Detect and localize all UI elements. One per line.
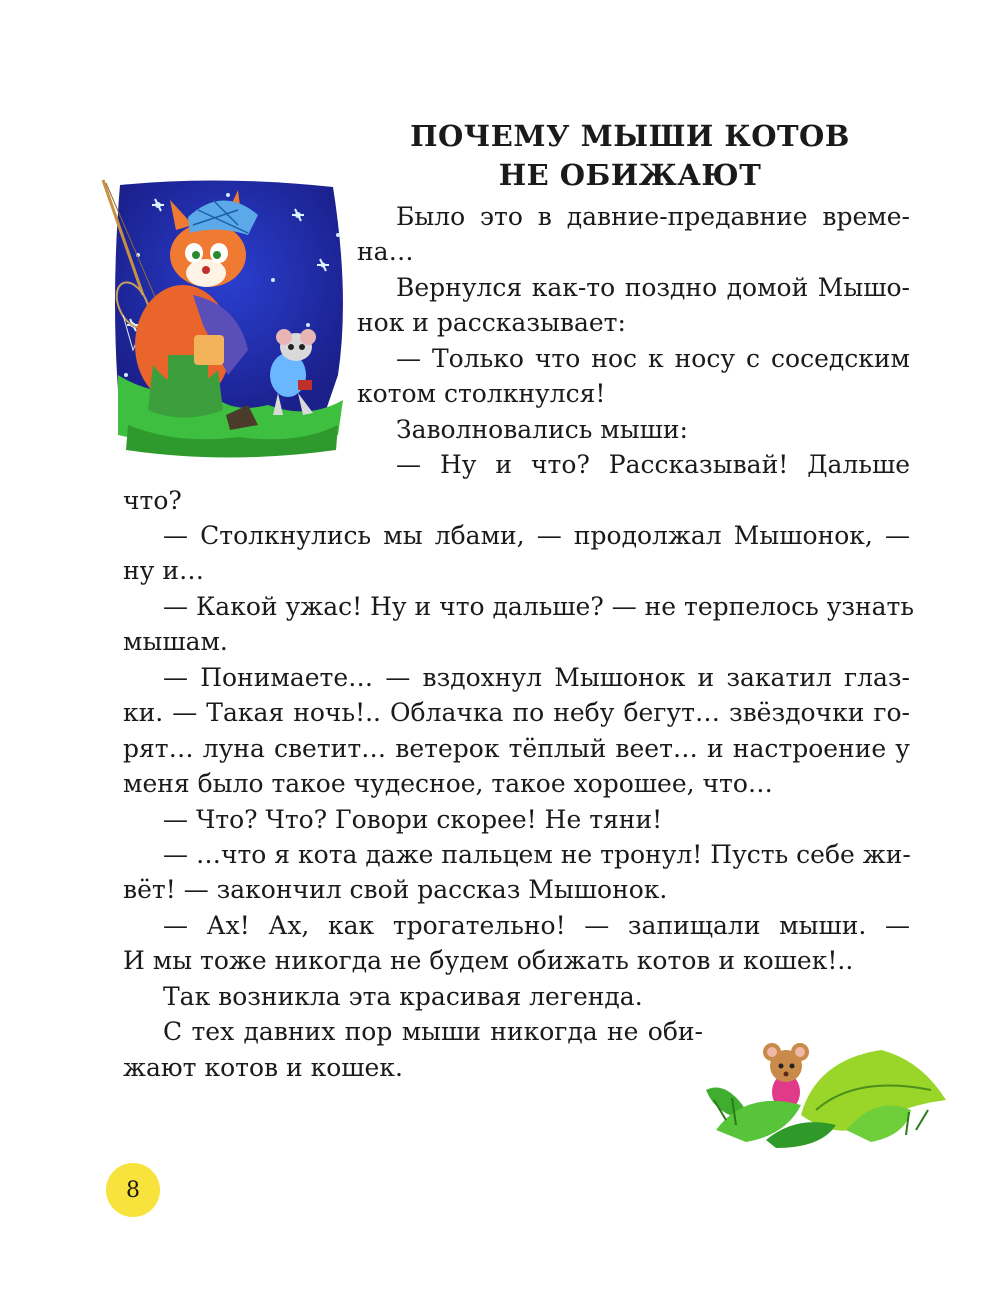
story-line: мышам. — [123, 627, 228, 656]
story-title-line-1: ПОЧЕМУ МЫШИ КОТОВ — [410, 119, 850, 153]
story-line: — Какой ужас! Ну и что дальше? — не терпелось узнать — [163, 592, 914, 621]
story-line: вёт! — закончил свой рассказ Мышонок. — [123, 875, 668, 904]
story-line: И мы тоже никогда не будем обижать котов и кошек!.. — [123, 946, 854, 975]
story-line: — …что я кота даже пальцем не тронул! Пусть себе жи- — [163, 840, 911, 869]
story-line: меня было такое чудесное, такое хорошее, что… — [123, 769, 773, 798]
story-line: — Понимаете… — вздохнул Мышонок и закатил глаз- — [163, 663, 910, 692]
story-line: — Только что нос к носу с соседским — [396, 344, 910, 373]
story-line: Было это в давние-предавние време- — [396, 202, 910, 231]
story-line: — Что? Что? Говори скорее! Не тяни! — [163, 805, 663, 834]
story-line: что? — [123, 486, 182, 515]
story-line: — Ах! Ах, как трогательно! — запищали мыши. — — [163, 911, 910, 940]
story-line: нок и рассказывает: — [357, 308, 626, 337]
story-line: Так возникла эта красивая легенда. — [163, 982, 643, 1011]
story-line: рят… луна светит… ветерок тёплый веет… и настроение у — [123, 734, 910, 763]
story-line: ки. — Такая ночь!.. Облачка по небу бегут… звёздочки го- — [123, 698, 910, 727]
story-line: котом столкнулся! — [357, 379, 606, 408]
story-line: — Ну и что? Рассказывай! Дальше — [396, 450, 910, 479]
story-line: С тех давних пор мыши никогда не оби- — [163, 1017, 703, 1046]
page-number-label: 8 — [126, 1177, 140, 1203]
story-title-line-2: НЕ ОБИЖАЮТ — [498, 158, 762, 192]
story-line: Заволновались мыши: — [396, 415, 688, 444]
story-line: Вернулся как-то поздно домой Мышо- — [396, 273, 910, 302]
story-line: — Столкнулись мы лбами, — продолжал Мышонок, — — [163, 521, 910, 550]
story-line: на… — [357, 237, 414, 266]
mouse-in-leaves-illustration — [706, 1020, 956, 1150]
cat-and-mouse-illustration — [98, 175, 352, 465]
story-line: ну и… — [123, 556, 204, 585]
story-line: жают котов и кошек. — [123, 1053, 403, 1082]
page-number — [106, 1163, 160, 1217]
